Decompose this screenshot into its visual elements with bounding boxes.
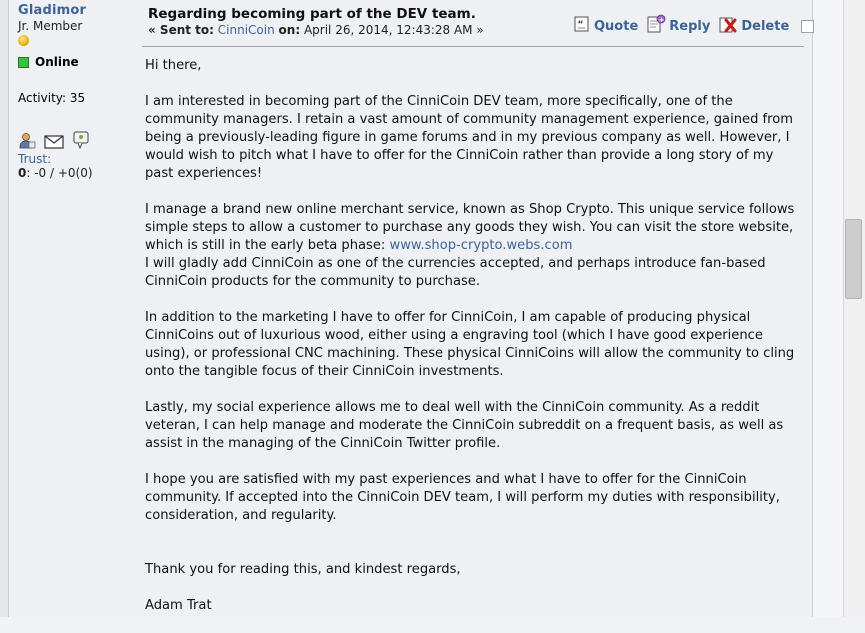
paragraph-2: I manage a brand new online merchant service, known as Shop Crypto. This unique service follows simple steps to allow a customer to purchase any goods they wish. You can visit the store website, which is still in the early beta phase: www.shop-crypto.webs.com I will gladly add CinniCoin as one of the currencies accepted, and perhaps introduce fan-based CinniCoin products for the community to purchase. — [145, 202, 795, 289]
paragraph-1: I am interested in becoming part of the CinniCoin DEV team, more specifically, one of the community managers. I retain a vast amount of community management experience, gained from being a previously-leading figure in game forums and in my previous company as well. However, I would wish to pitch what I have to offer for the CinniCoin rather than provide a long story of my past experiences! — [145, 94, 794, 181]
quote-icon — [573, 15, 591, 37]
trust-label[interactable]: Trust: — [18, 152, 52, 166]
trust-score: 0: -0 / +0(0) — [18, 166, 93, 180]
vertical-scrollbar[interactable] — [843, 0, 865, 617]
greeting: Hi there, — [145, 58, 202, 73]
profile-icon[interactable] — [18, 132, 36, 152]
pm-icon[interactable] — [72, 131, 90, 152]
delete-button[interactable] — [718, 14, 789, 38]
post-title[interactable]: Regarding becoming part of the DEV team. — [148, 6, 476, 22]
post-date: April 26, 2014, 12:43:28 AM » — [303, 23, 484, 37]
post-actions — [573, 14, 814, 38]
email-icon[interactable] — [44, 135, 64, 152]
reply-icon — [646, 14, 666, 38]
svg-text:+: + — [658, 16, 665, 24]
contact-icons — [18, 131, 133, 152]
post-meta: « Sent to: CinniCoin on: April 26, 2014, 12:43:28 AM » — [148, 23, 484, 37]
online-indicator-icon — [18, 57, 29, 68]
quote-button[interactable] — [573, 15, 638, 37]
svg-text:“: “ — [577, 20, 584, 30]
left-border — [0, 0, 9, 617]
header-divider — [142, 46, 804, 47]
paragraph-5: I hope you are satisfied with my past experiences and what I have to offer for the CinniCoin community. If accepted into the CinniCoin DEV team, I will perform my duties with responsibility, consideration, and regularity. — [145, 472, 780, 523]
closing: Thank you for reading this, and kindest regards, — [145, 562, 461, 577]
paragraph-4: Lastly, my social experience allows me to deal well with the CinniCoin community. As a reddit veteran, I can help manage and moderate the CinniCoin subreddit on a frequent basis, as well as assist in the managing of the CinniCoin Twitter profile. — [145, 400, 784, 451]
activity-count: Activity: 35 — [18, 91, 86, 105]
recipient-link[interactable]: CinniCoin — [217, 23, 275, 37]
rank-star-icon — [18, 33, 133, 49]
reply-button[interactable] — [646, 14, 710, 38]
right-gutter — [813, 0, 843, 617]
quote-label: Quote — [594, 18, 639, 34]
select-checkbox[interactable] — [801, 20, 814, 33]
poster-name[interactable]: Gladimor — [18, 3, 87, 18]
online-label: Online — [35, 55, 79, 69]
poster-info — [18, 3, 133, 180]
online-status — [18, 55, 133, 69]
paragraph-3: In addition to the marketing I have to offer for CinniCoin, I am capable of producing physical CinniCoins out of luxurious wood, either using a engraving tool (which I have good experience using), or professional CNC machining. These physical CinniCoins will allow the community to cling onto the tangible focus of their CinniCoin investments. — [145, 310, 795, 379]
post-body — [145, 57, 805, 633]
reply-label: Reply — [669, 18, 711, 34]
poster-rank: Jr. Member — [18, 19, 83, 33]
delete-label: Delete — [741, 18, 790, 34]
delete-icon — [718, 14, 738, 38]
signature: Adam Trat — [145, 598, 212, 613]
scrollbar-thumb[interactable] — [845, 219, 862, 299]
shop-crypto-link[interactable]: www.shop-crypto.webs.com — [389, 238, 573, 253]
